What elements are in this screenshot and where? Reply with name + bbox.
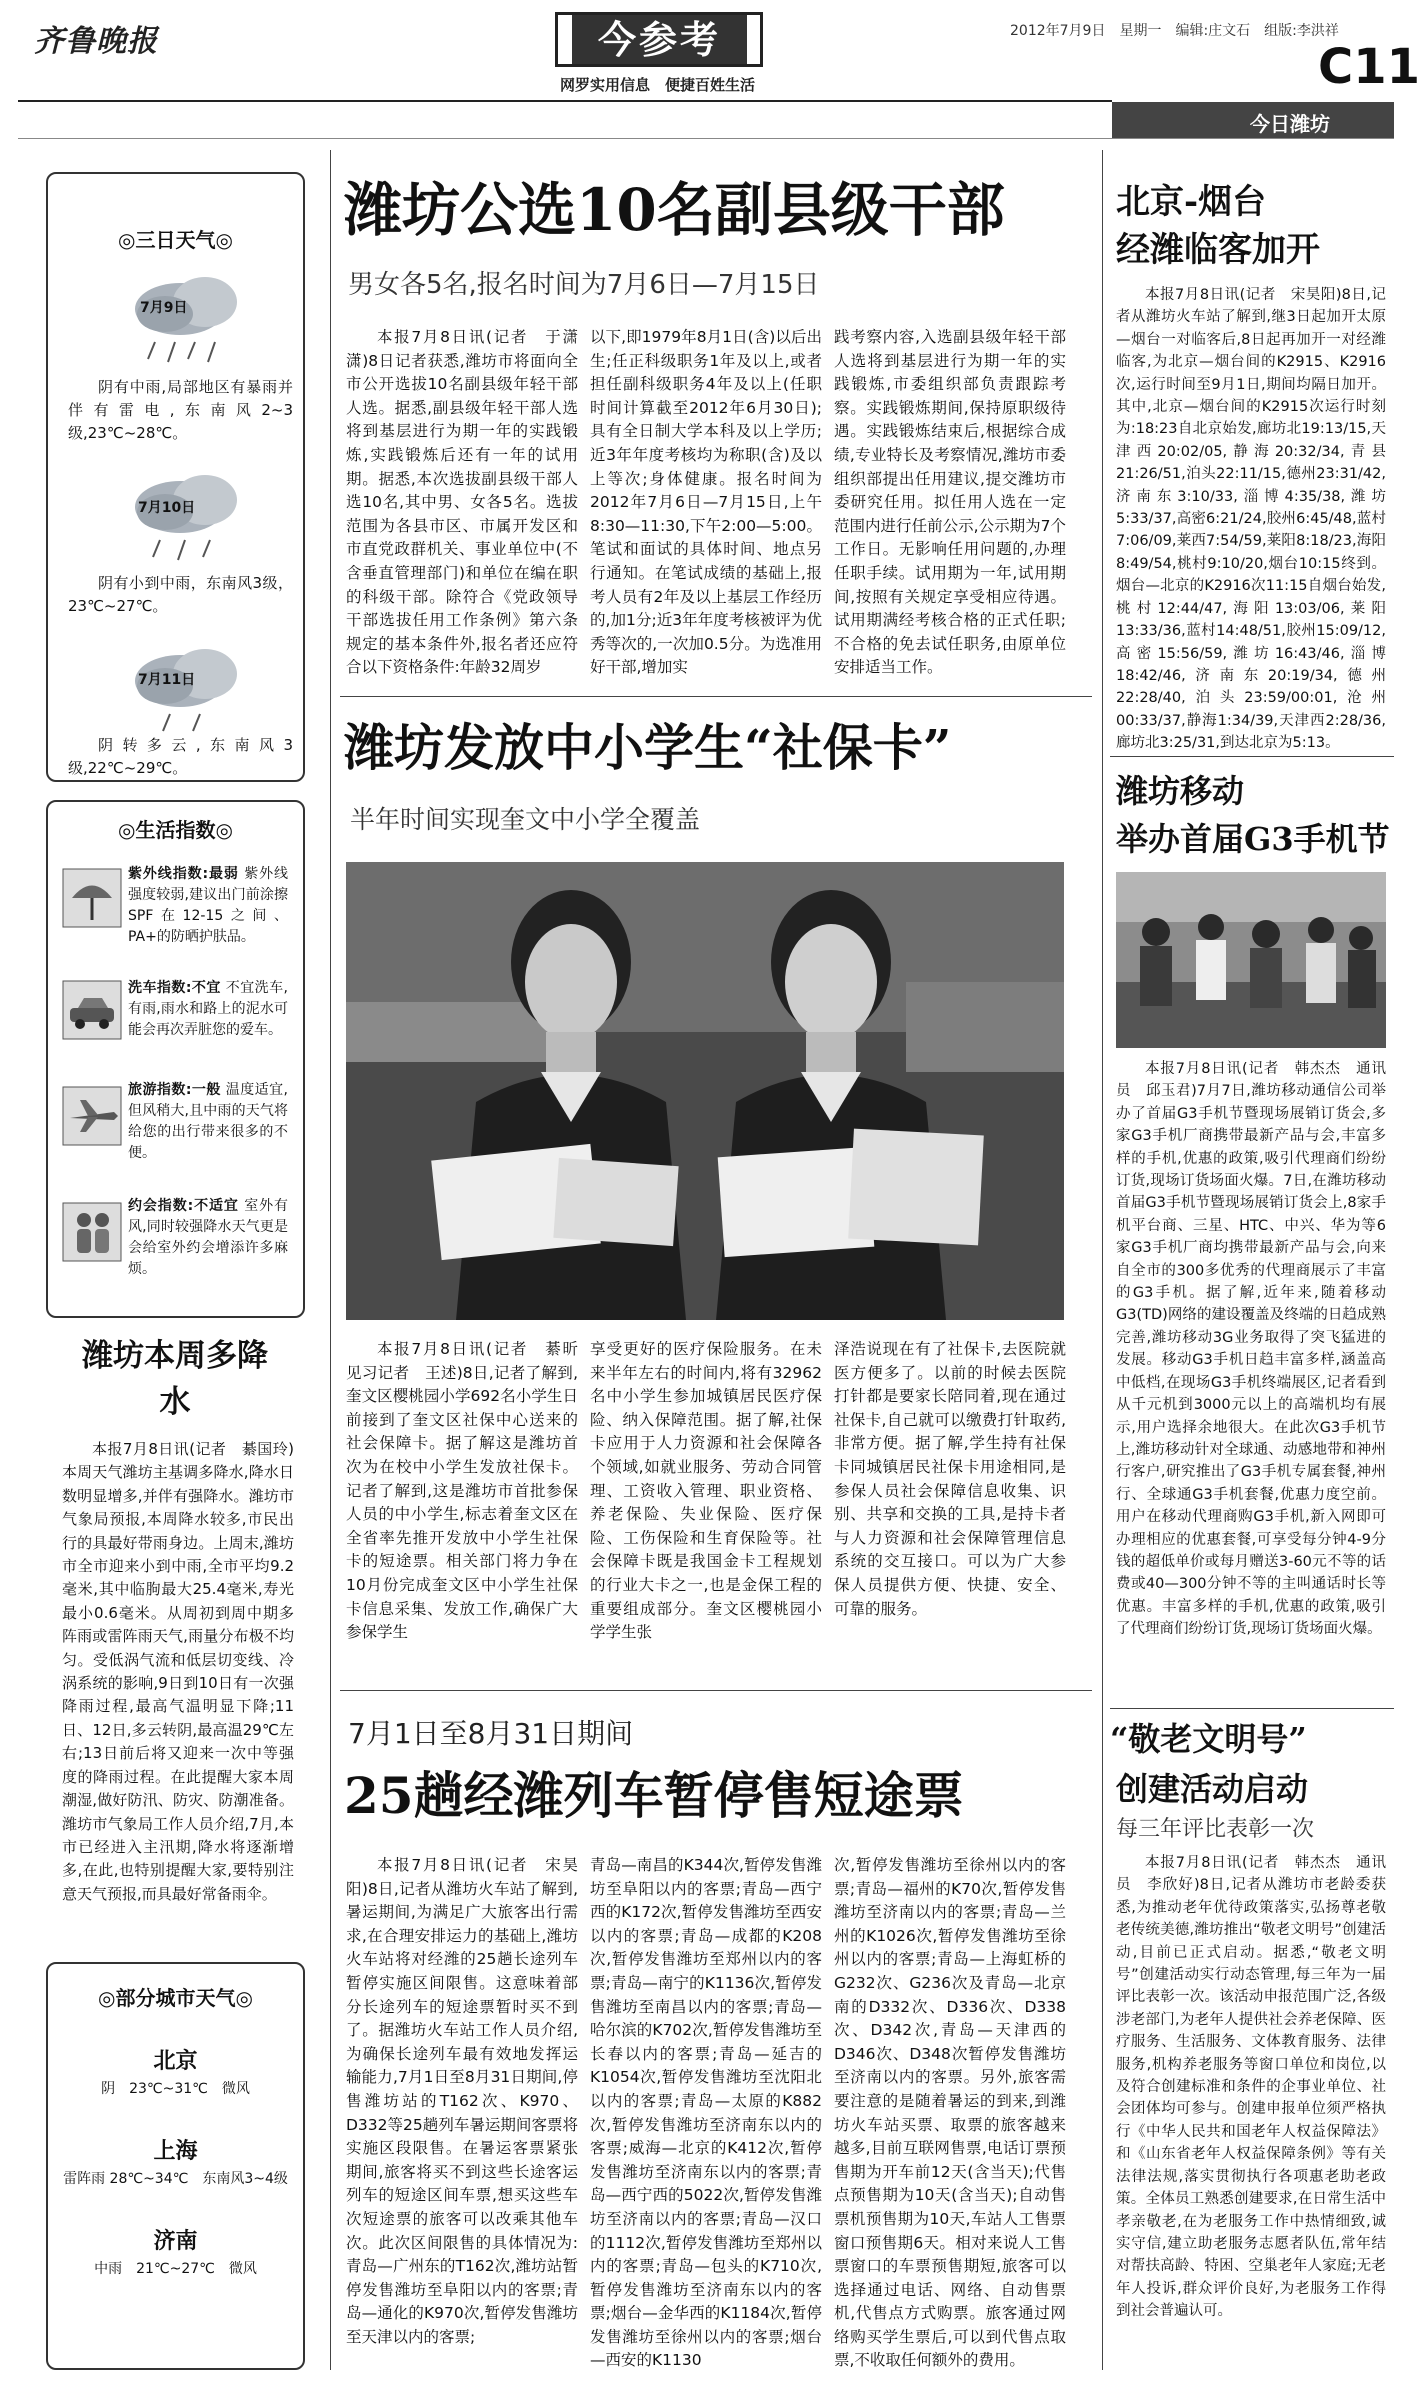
rain-headline: 潍坊本周多降水 xyxy=(82,1338,268,1420)
city-weather-beijing: 阴 23℃~31℃ 微风 xyxy=(101,2081,250,2097)
sidebar-index-box xyxy=(46,800,305,1318)
right2-headline-2: 举办首届G3手机节 xyxy=(1116,820,1390,858)
article2-headline: 潍坊发放中小学生“社保卡” xyxy=(344,718,952,777)
phone-fair-photo xyxy=(1116,872,1386,1048)
right1-headline-1: 北京-烟台 xyxy=(1116,182,1267,222)
article3-kicker: 7月1日至8月31日期间 xyxy=(348,1717,634,1750)
column-title: 今参考 xyxy=(572,15,747,64)
article2-col1: 本报7月8日讯(记者 綦昕 见习记者 王述)8日,记者了解到,奎文区樱桃园小学692名小学生日前接到了奎文区社保中心送来的社会保障卡。据了解这是潍坊首次为在校中小学生发放社保卡。记者了解到,这是潍坊市首批参保人员的中小学生,标志着奎文区在全省率先推开发放中小学生社保卡的短途票。相关部门将力争在10月份完成奎文区中小学生社保卡信息采集、发放工作,确保广大参保学生 xyxy=(346,1340,594,1642)
weather-title: ◎三日天气◎ xyxy=(118,228,233,252)
city-name-shanghai: 上海 xyxy=(153,2139,198,2164)
city-weather-shanghai: 雷阵雨 28℃~34℃ 东南风3~4级 xyxy=(63,2171,288,2187)
column-slogan: 网罗实用信息 便捷百姓生活 xyxy=(560,76,756,94)
index-travel-label: 旅游指数: xyxy=(128,1082,192,1098)
right3-subhead: 每三年评比表彰一次 xyxy=(1116,1817,1315,1842)
index-dating-label: 约会指数: xyxy=(128,1198,194,1214)
weather-desc-3: 阴转多云,东南风3级,22℃~29℃。 xyxy=(68,736,293,777)
index-carwash-label: 洗车指数: xyxy=(128,980,192,996)
article3-col1: 本报7月8日讯(记者 宋昊阳)8日,记者从潍坊火车站了解到,暑运期间,为满足广大旅客出行需求,在合理安排运力的基础上,潍坊火车站将对经潍的25趟长途列车暂停实施区间限售。这意味着部分长途列车的短途票暂时买不到了。据潍坊火车站工作人员介绍,为确保长途列车最有效地发挥运输能力,7月1日至8月31日期间,停售潍坊站的T162次、K970、D332等25趟列车暑运期间客票将实施区段限售。在暑运客票紧张期间,旅客将买不到这些长途客运列车的短途区间车票,想买这些车次短途票的旅客可以改乘其他车次。此次区间限售的具体情况为:青岛—广州东的T162次,潍坊站暂停发售潍坊至阜阳以内的客票;青岛—通化的K970次,暂停发售潍坊至天津以内的客票; xyxy=(346,1856,578,2346)
rain-cloud-icon xyxy=(120,462,260,572)
right3-headline-1: “敬老文明号” xyxy=(1110,1720,1307,1758)
students-photo xyxy=(346,862,1064,1320)
index-carwash-level: 不宜 xyxy=(191,980,221,996)
city-name-jinan: 济南 xyxy=(153,2229,198,2254)
section-divider xyxy=(1110,756,1394,757)
weather-date-1: 7月9日 xyxy=(140,300,188,316)
article3-col2: 青岛—南昌的K344次,暂停发售潍坊至阜阳以内的客票;青岛—西宁西的K172次,暂停发售潍坊至西安以内的客票;青岛—成都的K208次,暂停发售潍坊至郑州以内的客票;青岛—南宁的K1136次,暂停发售潍坊至南昌以内的客票;青岛—哈尔滨的K702次,暂停发售潍坊至长春以内的客票;青岛—延吉的K1054次,暂停发售潍坊至沈阳北以内的客票;青岛—太原的K882次,暂停发售潍坊至济南东以内的客票;威海—北京的K412次,暂停发售潍坊至济南东以内的客票;青岛—西宁西的5022次,暂停发售潍坊至济南以内的客票;青岛—汉口的1112次,暂停发售潍坊至郑州以内的客票;青岛—包头的K710次,暂停发售潍坊至济南东以内的客票;烟台—金华西的K1184次,暂停发售潍坊至徐州以内的客票;烟台—西安的K1130 xyxy=(590,1856,822,2370)
rain-cloud-icon xyxy=(120,264,260,374)
article3-col3: 次,暂停发售潍坊至徐州以内的客票;青岛—福州的K70次,暂停发售潍坊至济南以内的客票;青岛—兰州的K1026次,暂停发售潍坊至徐州以内的客票;青岛—上海虹桥的G232次、G236次及青岛—北京南的D332次、D336次、D338次、D342次,青岛—天津西的D346次、D348次暂停发售潍坊至济南以内的客票。另外,旅客需要注意的是随着暑运的到来,到潍坊火车站买票、取票的旅客越来越多,目前互联网售票,电话订票预售期为开车前12天(含当天);代售点预售期为10天(含当天);自动售票机预售期为10天,车站人工售票窗口预售期6天。相对来说人工售票窗口的车票预售期短,旅客可以选择通过电话、网络、自动售票机,代售点方式购票。旅客通过网络购买学生票后,可以到代售点取票,不收取任何额外的费用。 xyxy=(834,1856,1066,2370)
sidebar-weather-box xyxy=(46,172,305,782)
date-info: 2012年7月9日 星期一 编辑:庄文石 组版:李洪祥 xyxy=(1010,23,1339,39)
index-travel xyxy=(128,1080,288,1180)
section-name: 今日潍坊 xyxy=(1250,112,1330,136)
car-icon xyxy=(62,980,122,1040)
right2-body: 本报7月8日讯(记者 韩杰杰 通讯员 邱玉君)7月7日,潍坊移动通信公司举办了首届G3手机节暨现场展销订货会,多家G3手机厂商携带最新产品与会,丰富多样的手机,优惠的政策,吸引代理商们纷纷订货,现场订货场面火爆。7日,在潍坊移动首届G3手机节暨现场展销订货会上,8家手机平台商、三星、HTC、中兴、华为等6家G3手机厂商均携带最新产品与会,向来自全市的300多优秀的代理商展示了丰富的G3手机。据了解,近年来,随着移动G3(TD)网络的建设覆盖及终端的日趋成熟完善,潍坊移动3G业务取得了突飞猛进的发展。移动G3手机日趋丰富多样,涵盖高中低档,在现场G3手机终端展区,记者看到从千元机到3000元以上的高端机均有展示,用户选择余地很大。在此次G3手机节上,潍坊移动针对全球通、动感地带和神州行客户,研究推出了G3手机专属套餐,神州行、全球通G3手机套餐,优惠力度空前。用户在移动代理商购G3手机,新入网即可办理相应的优惠套餐,可享受每分钟4-9分钱的超低单价或每月赠送3-60元不等的话费或40—300分钟不等的主叫通话时长等优惠。丰富多样的手机,优惠的政策,吸引了代理商们纷纷订货,现场订货场面火爆。 xyxy=(1116,1061,1386,1638)
masthead-rule xyxy=(18,100,1112,102)
right3-body: 本报7月8日讯(记者 韩杰杰 通讯员 李欣好)8日,记者从潍坊市老龄委获悉,为推动老年优待政策落实,弘扬尊老敬老传统美德,潍坊推出“敬老文明号”创建活动,目前已正式启动。据悉,“敬老文明号”创建活动实行动态管理,每三年为一届评比表彰一次。该活动申报范围广泛,各级涉老部门,为老年人提供社会养老保障、医疗服务、生活服务、文体教育服务、法律服务,机构养老服务等窗口单位和岗位,以及符合创建标准和条件的企事业单位、社会团体均可参与。创建申报单位须严格执行《中华人民共和国老年人权益保障法》和《山东省老年人权益保障条例》等有关法律法规,落实贯彻执行各项惠老助老政策。全体员工熟悉创建要求,在日常生活中孝亲敬老,在为老服务工作中热情细致,诚实守信,建立助老服务志愿者队伍,常年结对帮扶高龄、特困、空巢老年人家庭;无老年人投诉,群众评价良好,为老服务工作得到社会普遍认可。 xyxy=(1116,1855,1386,2320)
phone-fair-illustration xyxy=(1116,872,1386,1048)
weather-date-3: 7月11日 xyxy=(138,672,196,688)
article1-col3: 践考察内容,入选副县级年轻干部人选将到基层进行为期一年的实践锻炼,市委组织部负责跟踪考察。实践锻炼期间,保持原职级待遇。实践锻炼结束后,根据综合成绩,专业特长及考察情况,潍坊市委组织部提出任用建议,提交潍坊市委研究任用。拟任用人选在一定范围内进行任前公示,公示期为7个工作日。无影响任用问题的,办理任职手续。试用期为一年,试用期间,按照有关规定享受相应待遇。试用期满经考核合格的正式任职;不合格的免去试任职务,由原单位安排适当工作。 xyxy=(834,328,1066,677)
index-dating-level: 不适宜 xyxy=(193,1198,239,1214)
index-carwash xyxy=(128,978,288,1078)
column-logo-box xyxy=(555,12,763,67)
right1-body: 本报7月8日讯(记者 宋昊阳)8日,记者从潍坊火车站了解到,继3日起加开太原—烟台一对临客后,8日起再加开一对经潍临客,为北京—烟台间的K2915、K2916次,运行时间至9月1日,期间均隔日加开。其中,北京—烟台间的K2915次运行时刻为:18:23自北京始发,廊坊北19:13/15,天津西20:02/05,静海20:32/34,青县21:26/51,泊头22:11/15,德州23:31/42,济南东3:10/33,淄博4:35/38,潍坊5:33/37,高密6:21/24,胶州6:45/48,蓝村7:06/09,莱西7:54/59,莱阳8:18/23,海阳8:49/54,桃村9:10/20,烟台10:15终到。烟台—北京的K2916次11:15自烟台始发,桃村12:44/47,海阳13:03/06,莱阳13:33/36,蓝村14:48/51,胶州15:09/12,高密15:56/59,潍坊16:43/46,淄博18:42/46,济南东20:19/34,德州22:28/40,泊头23:59/00:01,沧州00:33/37,静海1:34/39,天津西2:28/36,廊坊北3:25/31,到达北京为5:13。 xyxy=(1116,287,1386,752)
city-name-beijing: 北京 xyxy=(153,2049,198,2074)
couple-icon xyxy=(62,1202,122,1262)
index-uv-text: 紫外线强度较弱,建议出门前涂擦SPF在12-15之间、PA+的防晒护肤品。 xyxy=(128,866,289,945)
index-travel-text: 温度适宜,但风稍大,且中雨的天气将给您的出行带来很多的不便。 xyxy=(128,1082,289,1161)
paper-logo: 齐鲁晚报 xyxy=(34,24,158,59)
weather-desc-1: 阴有中雨,局部地区有暴雨并伴有雷电,东南风2~3级,23℃~28℃。 xyxy=(68,378,293,442)
sidebar-city-box xyxy=(46,1962,305,2370)
sun-umbrella-icon xyxy=(62,868,122,928)
masthead-rule-2 xyxy=(18,138,1394,139)
index-dating xyxy=(128,1196,288,1306)
index-travel-level: 一般 xyxy=(191,1082,221,1098)
article3-headline: 25趟经潍列车暂停售短途票 xyxy=(344,1766,964,1825)
article1-subhead: 男女各5名,报名时间为7月6日—7月15日 xyxy=(348,270,820,300)
index-dating-text: 室外有风,同时较强降水天气更是会给室外约会增添许多麻烦。 xyxy=(128,1198,289,1277)
index-uv-level: 最弱 xyxy=(208,866,239,882)
article2-col2: 享受更好的医疗保险服务。在未来半年左右的时间内,将有32962名中小学生参加城镇居民医疗保险、纳入保障范围。据了解,社保卡应用于人力资源和社会保障各个领域,如就业服务、劳动合同管理、工资收入管理、职业资格、养老保险、失业保险、医疗保险、工伤保险和生育保险等。社会保障卡既是我国金卡工程规划的行业大卡之一,也是金保工程的重要组成部分。奎文区樱桃园小学学生张 xyxy=(590,1340,822,1642)
index-uv-label: 紫外线指数: xyxy=(128,866,209,882)
weather-date-2: 7月10日 xyxy=(138,500,196,516)
right1-headline-2: 经潍临客加开 xyxy=(1116,230,1320,270)
article1-col1: 本报7月8日讯(记者 于潇潇)8日记者获悉,潍坊市将面向全市公开选拔10名副县级年轻干部人选。据悉,副县级年轻干部人选将到基层进行为期一年的实践锻炼,实践锻炼后还有一年的试用期。据悉,本次选拔副县级干部人选10名,其中男、女各5名。选拔范围为各县市区、市属开发区和市直党政群机关、事业单位中(不含垂直管理部门)和单位在编在职的科级干部。除符合《党政领导干部选拔任用工作条例》第六条规定的基本条件外,报名者还应符合以下资格条件:年龄32周岁 xyxy=(346,328,578,677)
city-weather-title: ◎部分城市天气◎ xyxy=(98,1986,253,2010)
article1-headline: 潍坊公选10名副县级干部 xyxy=(344,176,1005,244)
right3-headline-2: 创建活动启动 xyxy=(1116,1770,1309,1808)
article2-col3: 泽浩说现在有了社保卡,去医院就医方便多了。以前的时候去医院打针都是要家长陪同着,现在通过社保卡,自己就可以缴费打针取药,非常方便。据了解,学生持有社保卡同城镇居民社保卡用途相同,是参保人员社会保障信息收集、识别、共享和交换的工具,是持卡者与人力资源和社会保障管理信息系统的交互接口。可以为广大参保人员提供方便、快捷、安全、可靠的服务。 xyxy=(834,1340,1066,1618)
index-carwash-text: 不宜洗车,有雨,雨水和路上的泥水可能会再次弄脏您的爱车。 xyxy=(128,980,289,1038)
rain-body: 本报7月8日讯(记者 綦国玲)本周天气潍坊主基调多降水,降水日数明显增多,并伴有强降水。潍坊市气象局预报,本周降水较多,市民出行的具最好带雨身边。上周末,潍坊市全市迎来小到中雨,全市平均9.2毫米,其中临朐最大25.4毫米,寿光最小0.6毫米。从周初到周中期多阵雨或雷阵雨天气,雨量分布极不均匀。受低涡气流和低层切变线、冷涡系统的影响,9日到10日有一次强降雨过程,最高气温明显下降;11日、12日,多云转阴,最高温29℃左右;13日前后将又迎来一次中等强度的降雨过程。在此提醒大家本周潮湿,做好防汛、防灾、防潮准备。潍坊市气象局工作人员介绍,7月,本市已经进入主汛期,降水将逐渐增多,在此,也特别提醒大家,要特别注意天气预报,而具最好常备雨伞。 xyxy=(62,1440,294,1903)
right2-headline-1: 潍坊移动 xyxy=(1116,772,1245,810)
city-weather-jinan: 中雨 21℃~27℃ 微风 xyxy=(94,2261,257,2277)
column-divider xyxy=(1102,150,1103,2370)
article1-col2: 以下,即1979年8月1日(含)以后出生;任正科级职务1年及以上,或者担任副科级职务4年及以上(任职时间计算截至2012年6月30日);具有全日制大学本科及以上学历;近3年年度考核均为称职(含)及以上等次;身体健康。报名时间为2012年7月6日—7月15日,上午8:30—11:30,下午2:00—5:00。笔试和面试的具体时间、地点另行通知。在笔试成绩的基础上,报考人员有2年及以上基层工作经历的,加1分;近3年年度考核被评为优秀等次的,一次加0.5分。为选准用好干部,增加实 xyxy=(590,328,822,677)
section-divider xyxy=(1110,1708,1394,1709)
section-divider xyxy=(340,1690,1092,1691)
weather-desc-2: 阴有小到中雨，东南风3级，23℃~27℃。 xyxy=(68,574,293,615)
students-illustration xyxy=(346,862,1064,1320)
page-number: C11 xyxy=(1318,39,1420,95)
airplane-icon xyxy=(62,1086,122,1146)
index-uv xyxy=(128,864,288,980)
index-title: ◎生活指数◎ xyxy=(118,818,233,842)
article2-subhead: 半年时间实现奎文中小学全覆盖 xyxy=(350,805,701,834)
section-divider xyxy=(340,696,1092,697)
column-divider xyxy=(330,150,331,2370)
